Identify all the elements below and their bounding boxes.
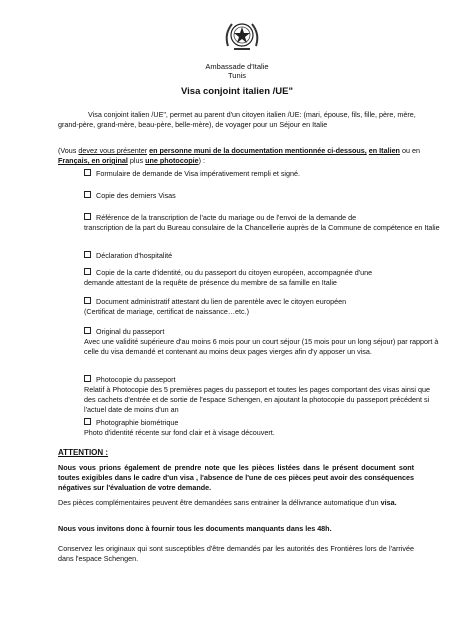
attention-paragraph-1: Nous vous prions également de prendre note que les pièces listées dans le présent document sont toutes exigibles dans le cadre d'un visa , l'absence de l'une de ces pièces peut avoir des conséquences négatives sur l'évaluation de votre demande. [58, 463, 414, 492]
document-item: Copie des derniers Visas [84, 191, 440, 201]
document-item: Photocopie du passeport Relatif à Photocopie des 5 premières pages du passeport et toutes les pages comportant des visas ainsi que des cachets d'entrée et de sortie de l'espace Schengen, en ajoutant la photocopie du passeport précédent si l'actuel date de moins d'un an [84, 375, 431, 414]
attention-heading: ATTENTION : [58, 448, 109, 457]
document-item: Formulaire de demande de Visa impérativement rempli et signé. [84, 169, 440, 179]
checkbox[interactable] [84, 213, 91, 220]
checkbox[interactable] [84, 418, 91, 425]
checkbox[interactable] [84, 191, 91, 198]
document-item: Déclaration d'hospitalité [84, 251, 440, 261]
embassy-name: Ambassade d'Italie [205, 62, 269, 71]
intro-paragraph: Visa conjoint italien /UE", permet au parent d'un citoyen italien /UE: (mari, épouse, fils, fille, père, mère, grand-père, grand-mère, beau-père, belle-mère), de voyager pour un Séjour en Italie [58, 110, 416, 129]
embassy-city: Tunis [227, 71, 247, 80]
document-title: Visa conjoint italien /UE" [180, 86, 294, 97]
document-item: Référence de la transcription de l'acte du mariage ou de l'envoi de la demande de transcription de la part du Bureau consulaire de la Chancellerie auprès de la Commune de compétence en Italie [84, 213, 440, 232]
italian-emblem-icon [222, 16, 262, 56]
checkbox[interactable] [84, 297, 91, 304]
attention-paragraph-3: Nous vous invitons donc à fournir tous les documents manquants dans les 48h. [58, 524, 332, 533]
document-item: Original du passeport Avec une validité supérieure d'au moins 6 mois pour un court séjour (15 mois pour un long séjour) par rapport à celle du visa demandé et contenant au moins deux pages vierges afin d'y apposer un visa. [84, 327, 439, 356]
document-item: Document administratif attestant du lien de parentèle avec le citoyen européen (Certificat de mariage, certificat de naissance…etc.) [84, 297, 347, 316]
document-item: Copie de la carte d'identité, ou du passeport du citoyen européen, accompagnée d'une demande attestant de la requête de présence du membre de sa famille en Italie [84, 268, 373, 287]
document-item: Photographie biométrique Photo d'identité récente sur fond clair et à visage découvert. [84, 418, 275, 437]
attention-paragraph-2: Des pièces complémentaires peuvent être demandées sans entrainer la délivrance automatique d'un visa. [58, 498, 397, 507]
attention-paragraph-4: Conservez les originaux qui sont susceptibles d'être demandés par les autorités des Frontières lors de l'arrivée dans l'espace Schengen. [58, 544, 414, 563]
checkbox[interactable] [84, 327, 91, 334]
checkbox[interactable] [84, 251, 91, 258]
checkbox[interactable] [84, 375, 91, 382]
checkbox[interactable] [84, 169, 91, 176]
instructions-paragraph: (Vous devez vous présenter en personne muni de la documentation mentionnée ci-dessous, en Italien ou en Français, en original plus une photocopie) : [58, 146, 420, 165]
checkbox[interactable] [84, 268, 91, 275]
